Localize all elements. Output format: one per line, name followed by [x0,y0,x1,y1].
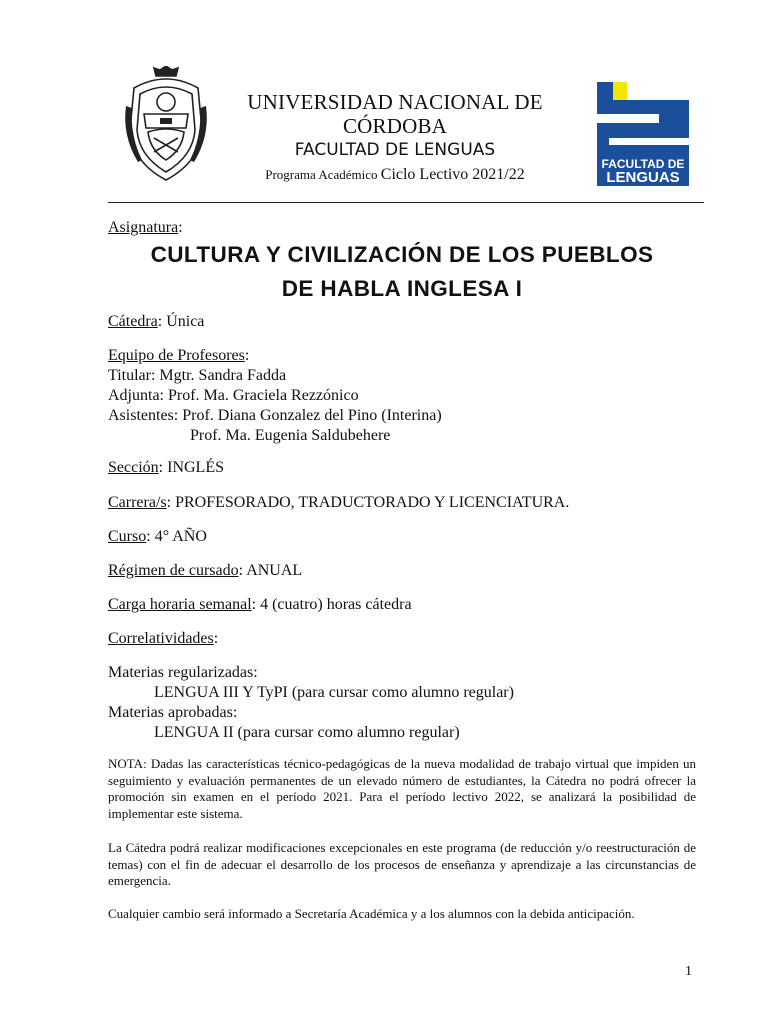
materias-block [108,663,696,743]
curso-label: Curso [108,528,147,545]
catedra-value: Única [166,313,205,330]
modificaciones-paragraph: La Cátedra podrá realizar modificaciones excepcionales en este programa (de reducción y/o reestructuración de temas) con el fin de adecuar el desarrollo de los procesos de enseñanza y aprendizaje a las circunstancias de emergencia. [108,840,696,888]
regimen-value: ANUAL [246,562,303,579]
program-prefix: Programa Académico [265,167,378,182]
equipo-block: Equipo de Profesores: Titular: Mgtr. Sandra Fadda Adjunta: Prof. Ma. Graciela Rezzónico Asistentes: Prof. Diana Gonzalez del Pino (Interina) Prof. Ma. Eugenia Saldubehere [108,346,696,446]
carga-value: 4 (cuatro) horas cátedra [260,596,412,613]
equipo-adjunta: Adjunta: Prof. Ma. Graciela Rezzónico [108,387,359,404]
equipo-asistente2: Prof. Ma. Eugenia Saldubehere [190,427,391,444]
catedra-line: Cátedra: Única [108,313,205,330]
aprobadas-value: LENGUA II (para cursar como alumno regular) [154,724,460,741]
catedra-label: Cátedra [108,313,158,330]
regimen-label: Régimen de cursado [108,562,239,579]
curso-value: 4° AÑO [154,528,207,545]
carrera-line: Carrera/s: PROFESORADO, TRADUCTORADO Y LICENCIATURA. [108,494,570,511]
cambio-paragraph: Cualquier cambio será informado a Secretaría Académica y a los alumnos con la debida anticipación. [108,906,635,921]
curso-line: Curso: 4° AÑO [108,528,207,545]
regimen-line: Régimen de cursado: ANUAL [108,562,303,579]
carrera-value: PROFESORADO, TRADUCTORADO Y LICENCIATURA. [175,494,570,511]
subject-title-line2: DE HABLA INGLESA I [281,276,523,301]
aprobadas-label: Materias aprobadas: [108,704,238,721]
equipo-titular: Titular: Mgtr. Sandra Fadda [108,367,287,384]
faculty-name: FACULTAD DE LENGUAS [294,140,496,160]
page-number: 1 [685,964,692,979]
subject-title-line1: CULTURA Y CIVILIZACIÓN DE LOS PUEBLOS [150,242,654,267]
seccion-label: Sección [108,459,159,476]
carga-label: Carga horaria semanal [108,596,252,613]
nota-paragraph: NOTA: Dadas las características técnico-pedagógicas de la nueva modalidad de trabajo virtual que impiden un seguimiento y evaluación permanentes de un elevado número de estudiantes, la Cátedra no podrá ofrecer la promoción sin examen en el período 2021. Para el período lectivo 2022, se analizará la posibilidad de implementar este sistema. [108,756,696,821]
equipo-label: Equipo de Profesores [108,347,245,364]
regularizadas-value: LENGUA III Y TyPI (para cursar como alumno regular) [154,684,514,701]
subject-label: Asignatura [108,219,179,236]
program-cycle: Ciclo Lectivo 2021/22 [380,166,525,183]
header-divider [108,202,704,203]
university-name: UNIVERSIDAD NACIONAL DE CÓRDOBA [247,90,543,138]
carga-line: Carga horaria semanal: 4 (cuatro) horas cátedra [108,596,412,613]
seccion-value: INGLÉS [167,459,224,476]
correlatividades-line: Correlatividades: [108,630,219,647]
university-seal-icon [120,66,212,184]
faculty-logo-text-1: FACULTAD DE [601,157,685,171]
program-line [210,166,580,184]
equipo-asistentes: Asistentes: Prof. Diana Gonzalez del Pino (Interina) [108,407,442,424]
subject-label-line: Asignatura: [108,219,183,236]
faculty-logo [597,82,689,186]
faculty-logo-text-2: LENGUAS [606,169,680,186]
regularizadas-label: Materias regularizadas: [108,664,258,681]
subject-title [108,238,696,306]
carrera-label: Carrera/s [108,494,167,511]
correlatividades-label: Correlatividades [108,630,214,647]
seccion-line: Sección: INGLÉS [108,459,224,476]
